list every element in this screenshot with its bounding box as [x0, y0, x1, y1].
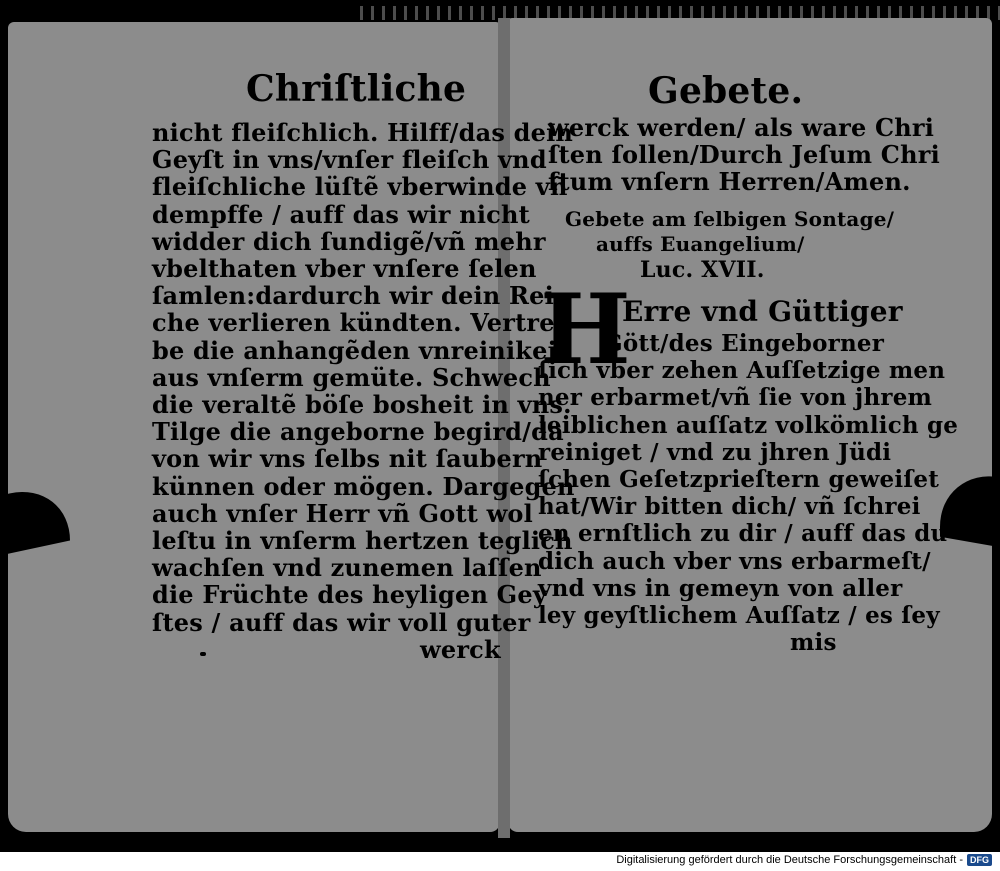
text-line: ſtum vnſern Herren/Amen. [548, 167, 911, 196]
text-line: aus vnſerm gemüte. Schwech [152, 362, 551, 392]
text-line: leſtu in vnſerm hertzen teglich [152, 526, 573, 555]
subheading-line: auffs Euangelium/ [596, 232, 805, 256]
text-line: dich auch vber vns erbarmeſt/ [538, 547, 931, 575]
text-line: ſchen Geſetzprieſtern geweiſet [538, 466, 940, 493]
text-line: hat/Wir bitten dich/ vñ ſchrei [538, 493, 921, 521]
text-line: künnen oder mögen. Dargegen [152, 471, 575, 501]
text-line: die Früchte des heyligen Gey [152, 580, 547, 610]
footer-text: Digitalisierung gefördert durch die Deutsche Forschungsgemeinschaft - [616, 854, 963, 866]
text-line: wachſen vnd zunemen laſſen [152, 553, 542, 583]
text-line: werck werden/ als ware Chri [548, 113, 935, 142]
right-page-header: Gebete. [648, 70, 804, 112]
text-line: reiniget / vnd zu jhren Jüdi [538, 438, 892, 466]
text-line: ſten ſollen/Durch Jeſum Chri [548, 140, 940, 169]
ink-spot [200, 652, 206, 656]
text-line: nicht fleiſchlich. Hilff/das dein [152, 118, 574, 147]
text-line: Geyſt in vns/vnſer fleiſch vnd [152, 145, 547, 175]
text-line: auch vnſer Herr vñ Gott wol [152, 498, 533, 528]
left-page-header: Chriſtliche [246, 68, 467, 110]
text-line: mis [790, 629, 837, 657]
text-line: Gött/des Eingeborner [603, 330, 885, 357]
text-line: ſich vber zehen Auſſetzige men [538, 357, 946, 385]
text-line: dempffe / auff das wir nicht [152, 199, 530, 229]
text-line: ner erbarmet/vñ ſie von jhrem [538, 384, 933, 412]
text-line: die veraltẽ böſe bosheit in vns. [152, 390, 572, 419]
text-line: von wir vns ſelbs nit ſaubern [152, 444, 543, 474]
text-line: Erre vnd Güttiger [622, 295, 903, 328]
text-line: Tilge die angeborne begird/da [152, 417, 564, 447]
drop-cap-initial: H [540, 273, 631, 386]
text-line: ſtes / auff das wir voll guter [152, 607, 531, 637]
text-line: ſamlen:dardurch wir dein Rei [152, 281, 554, 311]
text-line: fleiſchliche lüſtẽ vberwinde vñ [152, 172, 568, 202]
text-line: werck [420, 634, 501, 664]
text-line: en ernſtlich zu dir / auff das du [538, 520, 948, 548]
text-line: be die anhangẽden vnreinikeit [152, 335, 569, 365]
text-line: vnd vns in gemeyn von aller [538, 574, 903, 602]
text-line: vbelthaten vber vnſere ſelen [152, 254, 537, 283]
text-line: widder dich ſundigẽ/vñ mehr [152, 226, 546, 256]
text-line: leiblichen auſſatz volkömlich ge [538, 411, 959, 439]
text-line: che verlieren kündten. Vertrei [152, 308, 565, 338]
dfg-logo: DFG [967, 854, 992, 866]
footer-credit [616, 852, 992, 868]
subheading-line: Luc. XVII. [640, 257, 765, 283]
subheading-line: Gebete am ſelbigen Sontage/ [565, 207, 895, 231]
text-line: ley geyſtlichem Auſſatz / es ſey [538, 602, 940, 629]
